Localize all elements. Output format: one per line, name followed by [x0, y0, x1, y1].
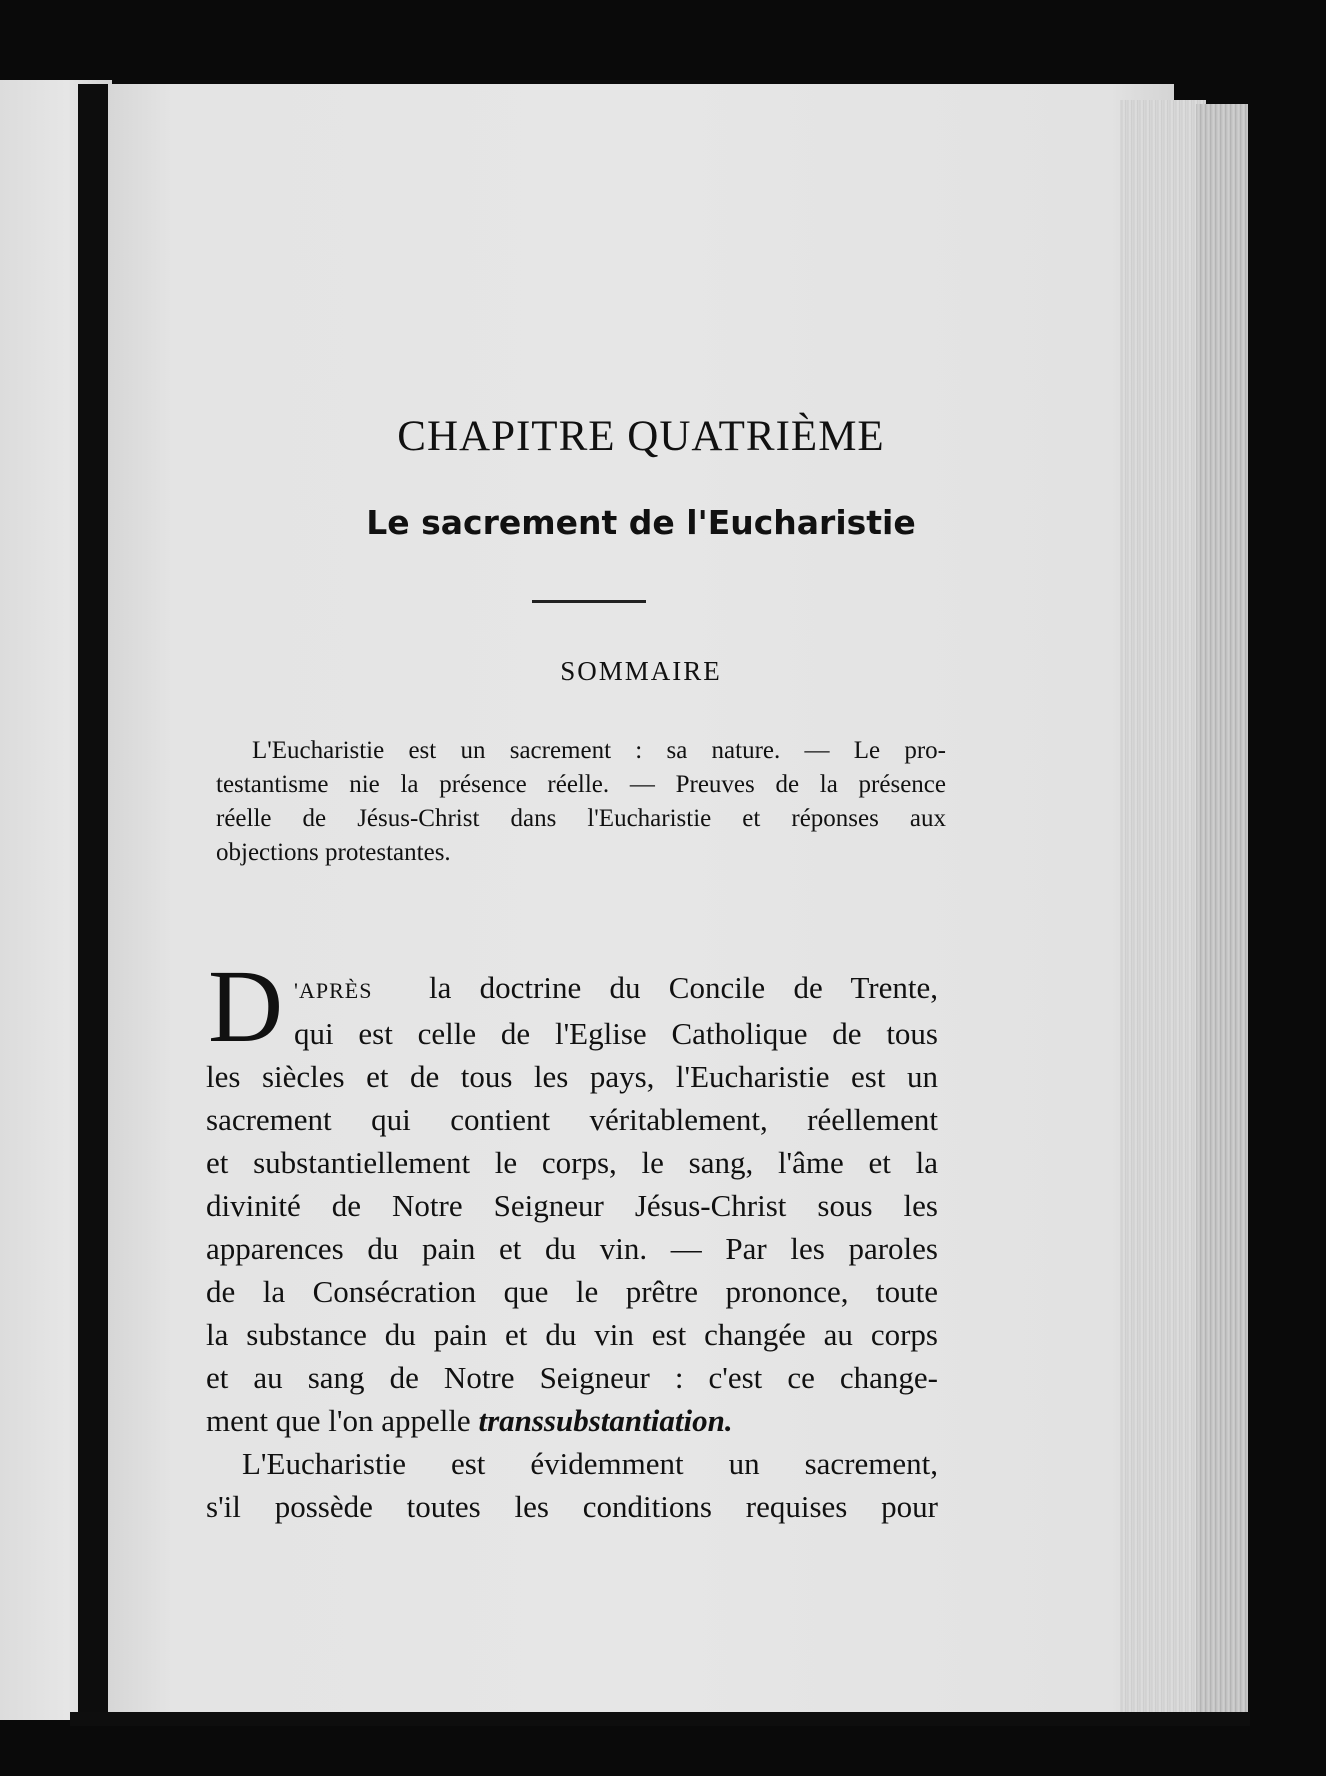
body-line [206, 1399, 938, 1442]
body-line: de la Consécration que le prêtre prononce, toute [206, 1274, 938, 1309]
summary-line: testantisme nie la présence réelle. — Preuves de la présence [216, 771, 946, 798]
body-line: qui est celle de l'Eglise Catholique de tous [294, 1016, 938, 1051]
book-gutter [78, 84, 108, 1720]
body-line: et au sang de Notre Seigneur : c'est ce change- [206, 1360, 938, 1395]
chapter-title: Le sacrement de l'Eucharistie [366, 503, 916, 542]
bottom-shadow [70, 1712, 1250, 1726]
body-line: L'Eucharistie est évidemment un sacrement, [242, 1446, 938, 1481]
body-line [206, 966, 938, 1012]
first-word-small-caps: 'APRÈS [294, 978, 373, 1003]
summary-line: réelle de Jésus-Christ dans l'Eucharistie et réponses aux [216, 805, 946, 832]
summary-text [216, 734, 946, 870]
page-stack [1120, 100, 1206, 1720]
summary-line: L'Eucharistie est un sacrement : sa nature. — Le pro- [252, 737, 946, 764]
body-line-text: ment que l'on appelle [206, 1403, 479, 1438]
body-line: apparences du pain et du vin. — Par les paroles [206, 1231, 938, 1266]
body-line-text: la doctrine du Concile de Trente, [429, 970, 938, 1005]
body-line: et substantiellement le corps, le sang, l'âme et la [206, 1145, 938, 1180]
body-line: sacrement qui contient véritablement, réellement [206, 1102, 938, 1137]
chapter-heading: CHAPITRE QUATRIÈME [397, 413, 885, 460]
body-paragraph [206, 966, 938, 1528]
drop-cap: D [208, 949, 284, 1064]
body-line: les siècles et de tous les pays, l'Eucharistie est un [206, 1059, 938, 1094]
italic-term: transsubstantiation. [478, 1403, 733, 1438]
body-line: divinité de Notre Seigneur Jésus-Christ sous les [206, 1188, 938, 1223]
summary-label: SOMMAIRE [560, 656, 722, 686]
body-line: s'il possède toutes les conditions requises pour [206, 1489, 938, 1524]
title-rule [532, 600, 646, 603]
summary-line: objections protestantes. [216, 839, 451, 866]
page-stack-edge [1196, 104, 1248, 1716]
body-line: la substance du pain et du vin est changée au corps [206, 1317, 938, 1352]
